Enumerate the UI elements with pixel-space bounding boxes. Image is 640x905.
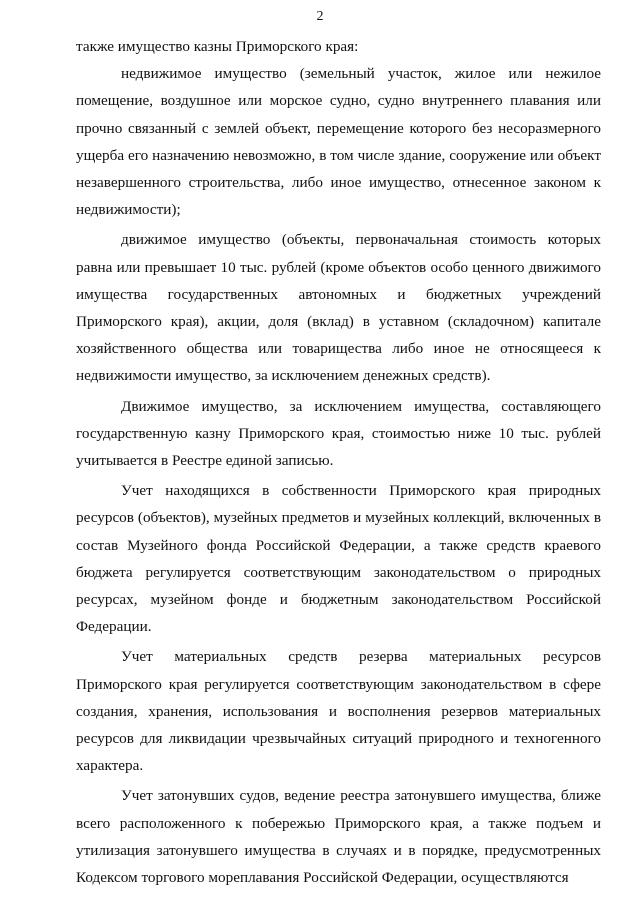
paragraph-sunken-vessels: Учет затонувших судов, ведение реестра затонувшего имущества, ближе всего расположенного к побережью Приморского края, а также подъем и утилизация затонувшего имущества в случаях и в порядке, предусмотренных Кодексом торгового мореплавания Российской Федерации, осуществляются — [76, 787, 601, 887]
paragraph-movable-single-record: Движимое имущество, за исключением имущества, составляющего государственную казну Приморского края, стоимостью ниже 10 тыс. рублей учитывается в Реестре единой записью. — [76, 397, 601, 470]
paragraph-property-of-treasury: также имущество казны Приморского края: — [76, 38, 359, 55]
document-body — [76, 33, 601, 891]
paragraph-natural-resources: Учет находящихся в собственности Приморского края природных ресурсов (объектов), музейных предметов и музейных коллекций, включенных в состав Музейного фонда Российской Федерации, а также средств краевого бюджета регулируется соответствующим законодательством о природных ресурсах, музейном фонде и бюджетным законодательством Российской Федерации. — [76, 482, 601, 636]
page-number: 2 — [316, 9, 324, 24]
paragraph-immovable-property: недвижимое имущество (земельный участок, жилое или нежилое помещение, воздушное или морское судно, судно внутреннего плавания или прочно связанный с землей объект, перемещение которого без несоразмерного ущерба его назначению невозможно, в том числе здание, сооружение или объект незавершенного строительства, либо иное имущество, отнесенное законом к недвижимости); — [76, 65, 601, 219]
paragraph-movable-property: движимое имущество (объекты, первоначальная стоимость которых равна или превышает 10 тыс. рублей (кроме объектов особо ценного движимого имущества государственных автономных и бюджетных учреждений Приморского края), акции, доля (вклад) в уставном (складочном) капитале хозяйственного общества или товарищества либо иное не относящееся к недвижимости имущество, за исключением денежных средств). — [76, 231, 601, 385]
paragraph-material-reserves: Учет материальных средств резерва материальных ресурсов Приморского края регулируется соответствующим законодательством в сфере создания, хранения, использования и восполнения резервов материальных ресурсов для ликвидации чрезвычайных ситуаций природного и техногенного характера. — [76, 648, 601, 775]
